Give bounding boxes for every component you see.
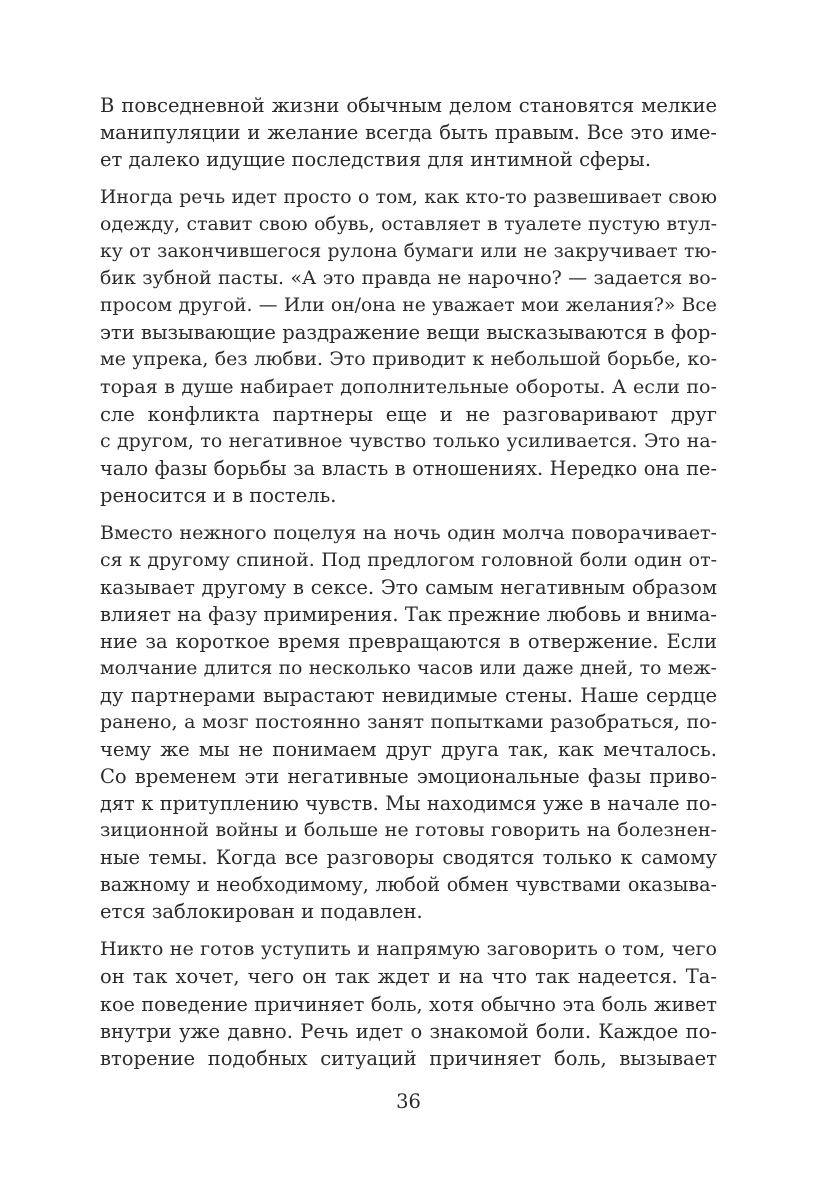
text-line: Иногда речь идет просто о том, как кто-то развешивает свою <box>100 187 717 209</box>
text-line: сле конфликта партнеры еще и не разговаривают друг <box>100 402 717 426</box>
paragraph-4 <box>100 936 717 1071</box>
text-line: эти вызывающие раздражение вещи высказываются в фор- <box>100 321 717 345</box>
text-line: важному и необходимому, любой обмен чувствами оказыва- <box>100 873 717 897</box>
text-line: ранено, а мозг постоянно занят попытками разобраться, по- <box>100 711 717 734</box>
text-line: ме упрека, без любви. Это приводит к небольшой борьбе, ко- <box>100 348 717 371</box>
text-line: В повседневной жизни обычным делом становятся мелкие <box>100 94 717 117</box>
paragraph-1 <box>100 92 717 173</box>
text-line: ется заблокирован и подавлен. <box>100 900 423 924</box>
text-line: торая в душе набирает дополнительные обороты. А если по- <box>100 375 717 399</box>
text-line: зиционной войны и больше не готовы говорить на болезнен- <box>100 819 717 842</box>
text-line: чему же мы не понимаем друг друга так, как мечталось. <box>100 738 717 762</box>
text-line: Вместо нежного поцелуя на ночь один молча поворачивает- <box>100 521 717 544</box>
text-line: ду партнерами вырастают невидимые стены. Наше сердце <box>100 683 717 707</box>
text-line: внутри уже давно. Речь идет о знакомой боли. Каждое по- <box>100 1019 717 1043</box>
text-line: Никто не готов уступить и напрямую заговорить о том, чего <box>100 938 717 961</box>
text-line: с другом, то негативное чувство только усиливается. Это на- <box>100 429 717 452</box>
text-line: кое поведение причиняет боль, хотя обычно эта боль живет <box>100 992 717 1016</box>
text-line: ет далеко идущие последствия для интимной сферы. <box>100 148 652 172</box>
text-line: ку от закончившегося рулона бумаги или не закручивает тю- <box>100 241 717 263</box>
text-line: дят к притуплению чувств. Мы находимся уже в начале по- <box>100 792 717 816</box>
text-line: ные темы. Когда все разговоры сводятся только к самому <box>100 846 717 870</box>
text-line: просом другой. — Или он/она не уважает мои желания?» Все <box>100 295 717 317</box>
text-line: манипуляции и желание всегда быть правым. Все это име- <box>100 121 717 145</box>
text-line: реносится и в постель. <box>100 483 337 507</box>
text-line: ние за короткое время превращаются в отвержение. Если <box>100 629 717 653</box>
text-line: молчание длится по несколько часов или даже дней, то меж- <box>100 657 717 679</box>
text-line: влияет на фазу примирения. Так прежние любовь и внима- <box>100 602 717 626</box>
text-line: ся к другому спиной. Под предлогом головной боли один от- <box>100 548 717 571</box>
text-line: казывает другому в сексе. Это самым негативным образом <box>100 575 717 599</box>
text-line: он так хочет, чего он так ждет и на что так надеется. Та- <box>100 965 717 989</box>
body-text <box>100 92 717 1083</box>
text-line: вторение подобных ситуаций причиняет боль, вызывает <box>100 1046 717 1070</box>
paragraph-2 <box>100 184 717 509</box>
paragraph-3 <box>100 520 717 926</box>
text-line: бик зубной пасты. «А это правда не нарочно? — задается во- <box>100 267 717 290</box>
text-line: Со временем эти негативные эмоциональные фазы приво- <box>100 765 717 789</box>
text-line: чало фазы борьбы за власть в отношениях. Нередко она пе- <box>100 456 717 480</box>
page-number: 36 <box>396 1090 421 1113</box>
text-line: одежду, ставит свою обувь, оставляет в туалете пустую втул- <box>100 214 717 236</box>
